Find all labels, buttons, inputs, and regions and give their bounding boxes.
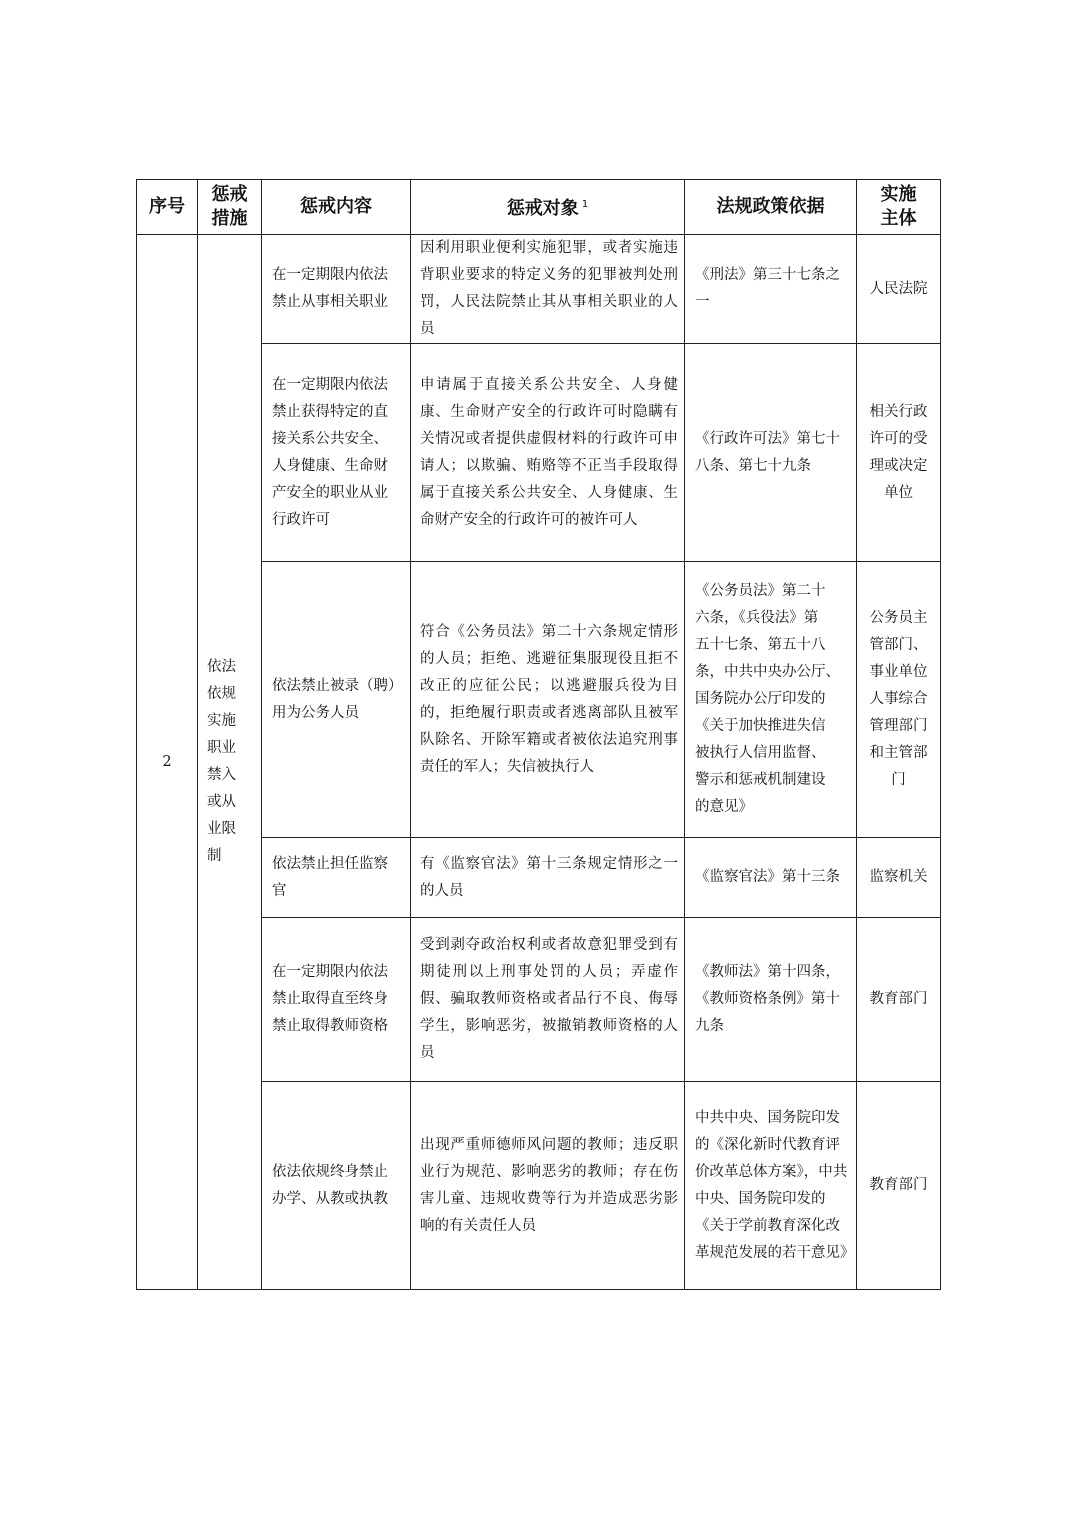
row-subject: 教育部门: [857, 1082, 941, 1290]
header-content: 惩戒内容: [262, 180, 411, 235]
row-content: 在一定期限内依法禁止从事相关职业: [262, 235, 411, 344]
header-subject: 实施主体: [857, 180, 941, 235]
row-basis: 《刑法》第三十七条之一: [685, 235, 857, 344]
row-content: 依法依规终身禁止办学、从教或执教: [262, 1082, 411, 1290]
group-measure: 依法依规实施职业禁入或从业限制: [198, 235, 262, 1290]
row-subject: 监察机关: [857, 838, 941, 918]
row-basis: 《监察官法》第十三条: [685, 838, 857, 918]
header-seq: 序号: [137, 180, 198, 235]
header-target: 惩戒对象 $^1$: [411, 180, 685, 235]
row-target: 因利用职业便利实施犯罪，或者实施违背职业要求的特定义务的犯罪被判处刑罚，人民法院禁止其从事相关职业的人员: [411, 235, 685, 344]
row-subject: 相关行政许可的受理或决定单位: [857, 344, 941, 562]
row-content: 在一定期限内依法禁止获得特定的直接关系公共安全、人身健康、生命财产安全的职业从业行政许可: [262, 344, 411, 562]
row-basis: 《教师法》第十四条，《教师资格条例》第十九条: [685, 918, 857, 1082]
row-target: 申请属于直接关系公共安全、人身健康、生命财产安全的行政许可时隐瞒有关情况或者提供虚假材料的行政许可申请人；以欺骗、贿赂等不正当手段取得属于直接关系公共安全、人身健康、生命财产安全的行政许可的被许可人: [411, 344, 685, 562]
row-subject: 人民法院: [857, 235, 941, 344]
penalty-table: [136, 179, 941, 1290]
row-content: 依法禁止被录（聘）用为公务人员: [262, 562, 411, 838]
row-target: 有《监察官法》第十三条规定情形之一的人员: [411, 838, 685, 918]
row-basis: 《公务员法》第二十 六条，《兵役法》第 五十七条、第五十八 条，中共中央办公厅、 国务院办公厅印发的 《关于加快推进失信 被执行人信用监督、 警示和惩戒机制建设 的意见》: [685, 562, 857, 838]
row-subject: 公务员主管部门、事业单位人事综合管理部门和主管部门: [857, 562, 941, 838]
row-content: 在一定期限内依法禁止取得直至终身禁止取得教师资格: [262, 918, 411, 1082]
header-basis: 法规政策依据: [685, 180, 857, 235]
row-subject: 教育部门: [857, 918, 941, 1082]
row-basis: 《行政许可法》第七十八条、第七十九条: [685, 344, 857, 562]
footnote-marker: 1: [581, 199, 589, 210]
row-target: 受到剥夺政治权利或者故意犯罪受到有期徒刑以上刑事处罚的人员；弄虚作假、骗取教师资格或者品行不良、侮辱学生，影响恶劣，被撤销教师资格的人员: [411, 918, 685, 1082]
row-target: 出现严重师德师风问题的教师；违反职业行为规范、影响恶劣的教师；存在伤害儿童、违规收费等行为并造成恶劣影响的有关责任人员: [411, 1082, 685, 1290]
row-content: 依法禁止担任监察官: [262, 838, 411, 918]
table-row: [137, 235, 941, 344]
group-seq: 2: [137, 235, 198, 1290]
row-target: 符合《公务员法》第二十六条规定情形的人员；拒绝、逃避征集服现役且拒不改正的应征公民；以逃避服兵役为目的，拒绝履行职责或者逃离部队且被军队除名、开除军籍或者被依法追究刑事责任的军人；失信被执行人: [411, 562, 685, 838]
header-row: [137, 180, 941, 235]
header-measure: 惩戒措施: [198, 180, 262, 235]
row-basis: 中共中央、国务院印发的《深化新时代教育评价改革总体方案》，中共中央、国务院印发的《关于学前教育深化改革规范发展的若干意见》: [685, 1082, 857, 1290]
